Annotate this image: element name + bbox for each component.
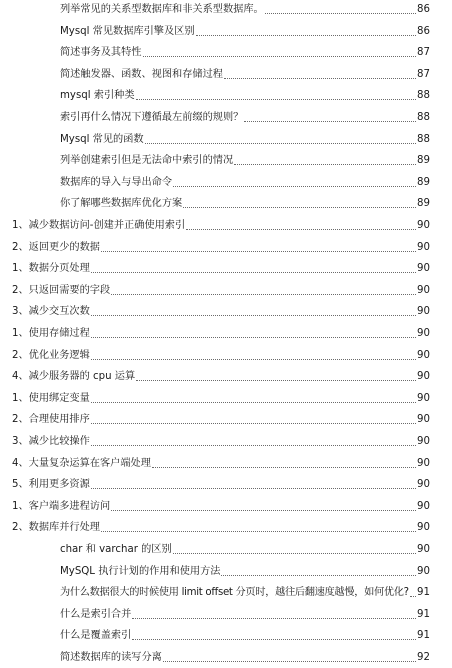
dot-leader (186, 229, 416, 230)
toc-entry-title[interactable]: 2、合理使用排序 (12, 414, 90, 426)
toc-entry-title[interactable]: 2、返回更少的数据 (12, 241, 100, 253)
dot-leader (196, 35, 416, 36)
toc-entry[interactable] (0, 452, 452, 473)
dot-leader (173, 186, 416, 187)
toc-entry-page-number: 88 (417, 90, 430, 102)
toc-entry-title[interactable]: 2、数据库并行处理 (12, 522, 100, 534)
toc-entry[interactable] (0, 365, 452, 386)
toc-entry-page-number: 90 (417, 479, 430, 491)
dot-leader (183, 207, 416, 208)
toc-entry-title[interactable]: 3、减少比较操作 (12, 436, 90, 447)
toc-entry-title[interactable]: 1、数据分页处理 (12, 263, 90, 275)
toc-entry-title[interactable]: 1、减少数据访问-创建并正确使用索引 (12, 220, 186, 231)
toc-entry-title[interactable]: char 和 varchar 的区别 (60, 544, 172, 555)
dot-leader (101, 251, 416, 252)
toc-entry[interactable] (0, 149, 452, 170)
toc-entry-page-number: 86 (417, 25, 430, 37)
toc-entry[interactable] (0, 495, 452, 516)
dot-leader (234, 164, 416, 165)
toc-entry-title[interactable]: 4、大量复杂运算在客户端处理 (12, 457, 151, 469)
toc-entry-page-number: 91 (417, 608, 430, 620)
toc-entry[interactable] (0, 20, 452, 41)
dot-leader (145, 143, 416, 144)
dot-leader (163, 661, 416, 662)
toc-entry-page-number: 90 (417, 284, 430, 296)
toc-entry-page-number: 90 (417, 544, 430, 555)
toc-entry[interactable] (0, 214, 452, 235)
toc-entry[interactable] (0, 430, 452, 451)
toc-entry[interactable] (0, 603, 452, 624)
toc-entry-title[interactable]: Mysql 常见的函数 (60, 133, 144, 145)
dot-leader (410, 596, 416, 597)
dot-leader (143, 56, 417, 57)
toc-entry[interactable] (0, 106, 452, 127)
toc-entry-title[interactable]: 什么是索引合并 (60, 608, 132, 620)
toc-entry[interactable] (0, 560, 452, 581)
toc-entry-title[interactable]: 3、减少交互次数 (12, 306, 90, 318)
toc-entry-title[interactable]: 什么是覆盖索引 (60, 630, 132, 642)
toc-entry[interactable] (0, 646, 452, 667)
dot-leader (221, 575, 416, 576)
dot-leader (136, 380, 416, 381)
toc-entry[interactable] (0, 387, 452, 408)
toc-entry-title[interactable]: 简述事务及其特性 (60, 47, 142, 59)
toc-entry-title[interactable]: 2、只返回需要的字段 (12, 284, 111, 296)
toc-entry-title[interactable]: 索引再什么情况下遵循最左前缀的规则？ (60, 112, 244, 123)
toc-entry-title[interactable]: 简述触发器、函数、视图和存储过程 (60, 68, 223, 80)
toc-entry-page-number: 91 (417, 587, 430, 599)
dot-leader (132, 639, 416, 640)
toc-entry-title[interactable]: 数据库的导入与导出命令 (60, 176, 173, 188)
toc-entry[interactable] (0, 624, 452, 645)
toc-entry[interactable] (0, 63, 452, 84)
toc-entry[interactable] (0, 236, 452, 257)
toc-entry-page-number: 90 (417, 457, 430, 469)
toc-entry-page-number: 89 (417, 155, 430, 167)
toc-entry[interactable] (0, 0, 452, 19)
toc-entry-page-number: 90 (417, 371, 430, 383)
toc-entry[interactable] (0, 344, 452, 365)
dot-leader (91, 488, 416, 489)
toc-entry-title[interactable]: 1、客户端多进程访问 (12, 500, 111, 512)
toc-entry-page-number: 90 (417, 436, 430, 447)
dot-leader (224, 78, 416, 79)
dot-leader (111, 510, 416, 511)
toc-entry-page-number: 90 (417, 565, 430, 577)
toc-entry-page-number: 90 (417, 522, 430, 534)
toc-entry-title[interactable]: 列举创建索引但是无法命中索引的情况 (60, 155, 234, 167)
toc-entry-title[interactable]: Mysql 常见数据库引擎及区别 (60, 25, 195, 37)
toc-entry-page-number: 91 (417, 630, 430, 642)
toc-entry[interactable] (0, 300, 452, 321)
toc-entry-page-number: 86 (417, 4, 430, 15)
toc-entry-title[interactable]: 1、使用存储过程 (12, 328, 90, 339)
toc-entry[interactable] (0, 128, 452, 149)
toc-entry-title[interactable]: mysql 索引种类 (60, 90, 135, 102)
toc-entry-page-number: 90 (417, 306, 430, 318)
toc-entry-page-number: 89 (417, 198, 430, 210)
toc-entry[interactable] (0, 408, 452, 429)
dot-leader (136, 99, 416, 100)
toc-entry-page-number: 90 (417, 263, 430, 275)
toc-entry-page-number: 92 (417, 652, 430, 663)
toc-entry-title[interactable]: 列举常见的关系型数据库和非关系型数据库。 (60, 4, 264, 15)
dot-leader (173, 553, 416, 554)
toc-entry-page-number: 88 (417, 133, 430, 145)
toc-entry[interactable] (0, 516, 452, 537)
dot-leader (265, 13, 416, 14)
toc-entry-page-number: 90 (417, 220, 430, 231)
toc-entry-title[interactable]: MySQL 执行计划的作用和使用方法 (60, 565, 221, 577)
toc-entry-page-number: 90 (417, 241, 430, 253)
dot-leader (91, 402, 416, 403)
toc-entry[interactable] (0, 257, 452, 278)
dot-leader (132, 618, 416, 619)
dot-leader (91, 423, 416, 424)
dot-leader (91, 359, 416, 360)
toc-entry[interactable] (0, 41, 452, 62)
dot-leader (152, 467, 416, 468)
toc-entry[interactable] (0, 171, 452, 192)
toc-entry-page-number: 90 (417, 500, 430, 512)
dot-leader (91, 445, 416, 446)
toc-entry[interactable] (0, 538, 452, 559)
toc-entry-page-number: 88 (417, 112, 430, 123)
dot-leader (91, 272, 416, 273)
toc-entry[interactable] (0, 279, 452, 300)
dot-leader (244, 121, 416, 122)
toc-entry-title[interactable]: 1、使用绑定变量 (12, 392, 90, 404)
dot-leader (91, 315, 416, 316)
toc-entry-page-number: 90 (417, 349, 430, 361)
toc-entry-page-number: 90 (417, 414, 430, 426)
toc-entry-page-number: 89 (417, 176, 430, 188)
dot-leader (91, 337, 416, 338)
toc-entry-title[interactable]: 你了解哪些数据库优化方案 (60, 198, 183, 210)
toc-entry[interactable] (0, 192, 452, 213)
toc-entry[interactable] (0, 322, 452, 343)
toc-entry-page-number: 87 (417, 47, 430, 59)
toc-entry-title[interactable]: 5、利用更多资源 (12, 479, 90, 491)
toc-entry[interactable] (0, 473, 452, 494)
toc-entry-page-number: 90 (417, 328, 430, 339)
dot-leader (101, 531, 416, 532)
toc-entry-page-number: 90 (417, 392, 430, 404)
toc-entry-page-number: 87 (417, 68, 430, 80)
toc-entry-title[interactable]: 4、减少服务器的 cpu 运算 (12, 371, 136, 383)
toc-entry[interactable] (0, 84, 452, 105)
dot-leader (111, 294, 416, 295)
toc-entry[interactable] (0, 581, 452, 602)
toc-entry-title[interactable]: 2、优化业务逻辑 (12, 349, 90, 361)
toc-entry-title[interactable]: 为什么数据很大的时候使用 limit offset 分页时，越往后翻速度越慢，如何优化? (60, 587, 409, 599)
toc-entry-title[interactable]: 简述数据库的读写分离 (60, 652, 162, 663)
